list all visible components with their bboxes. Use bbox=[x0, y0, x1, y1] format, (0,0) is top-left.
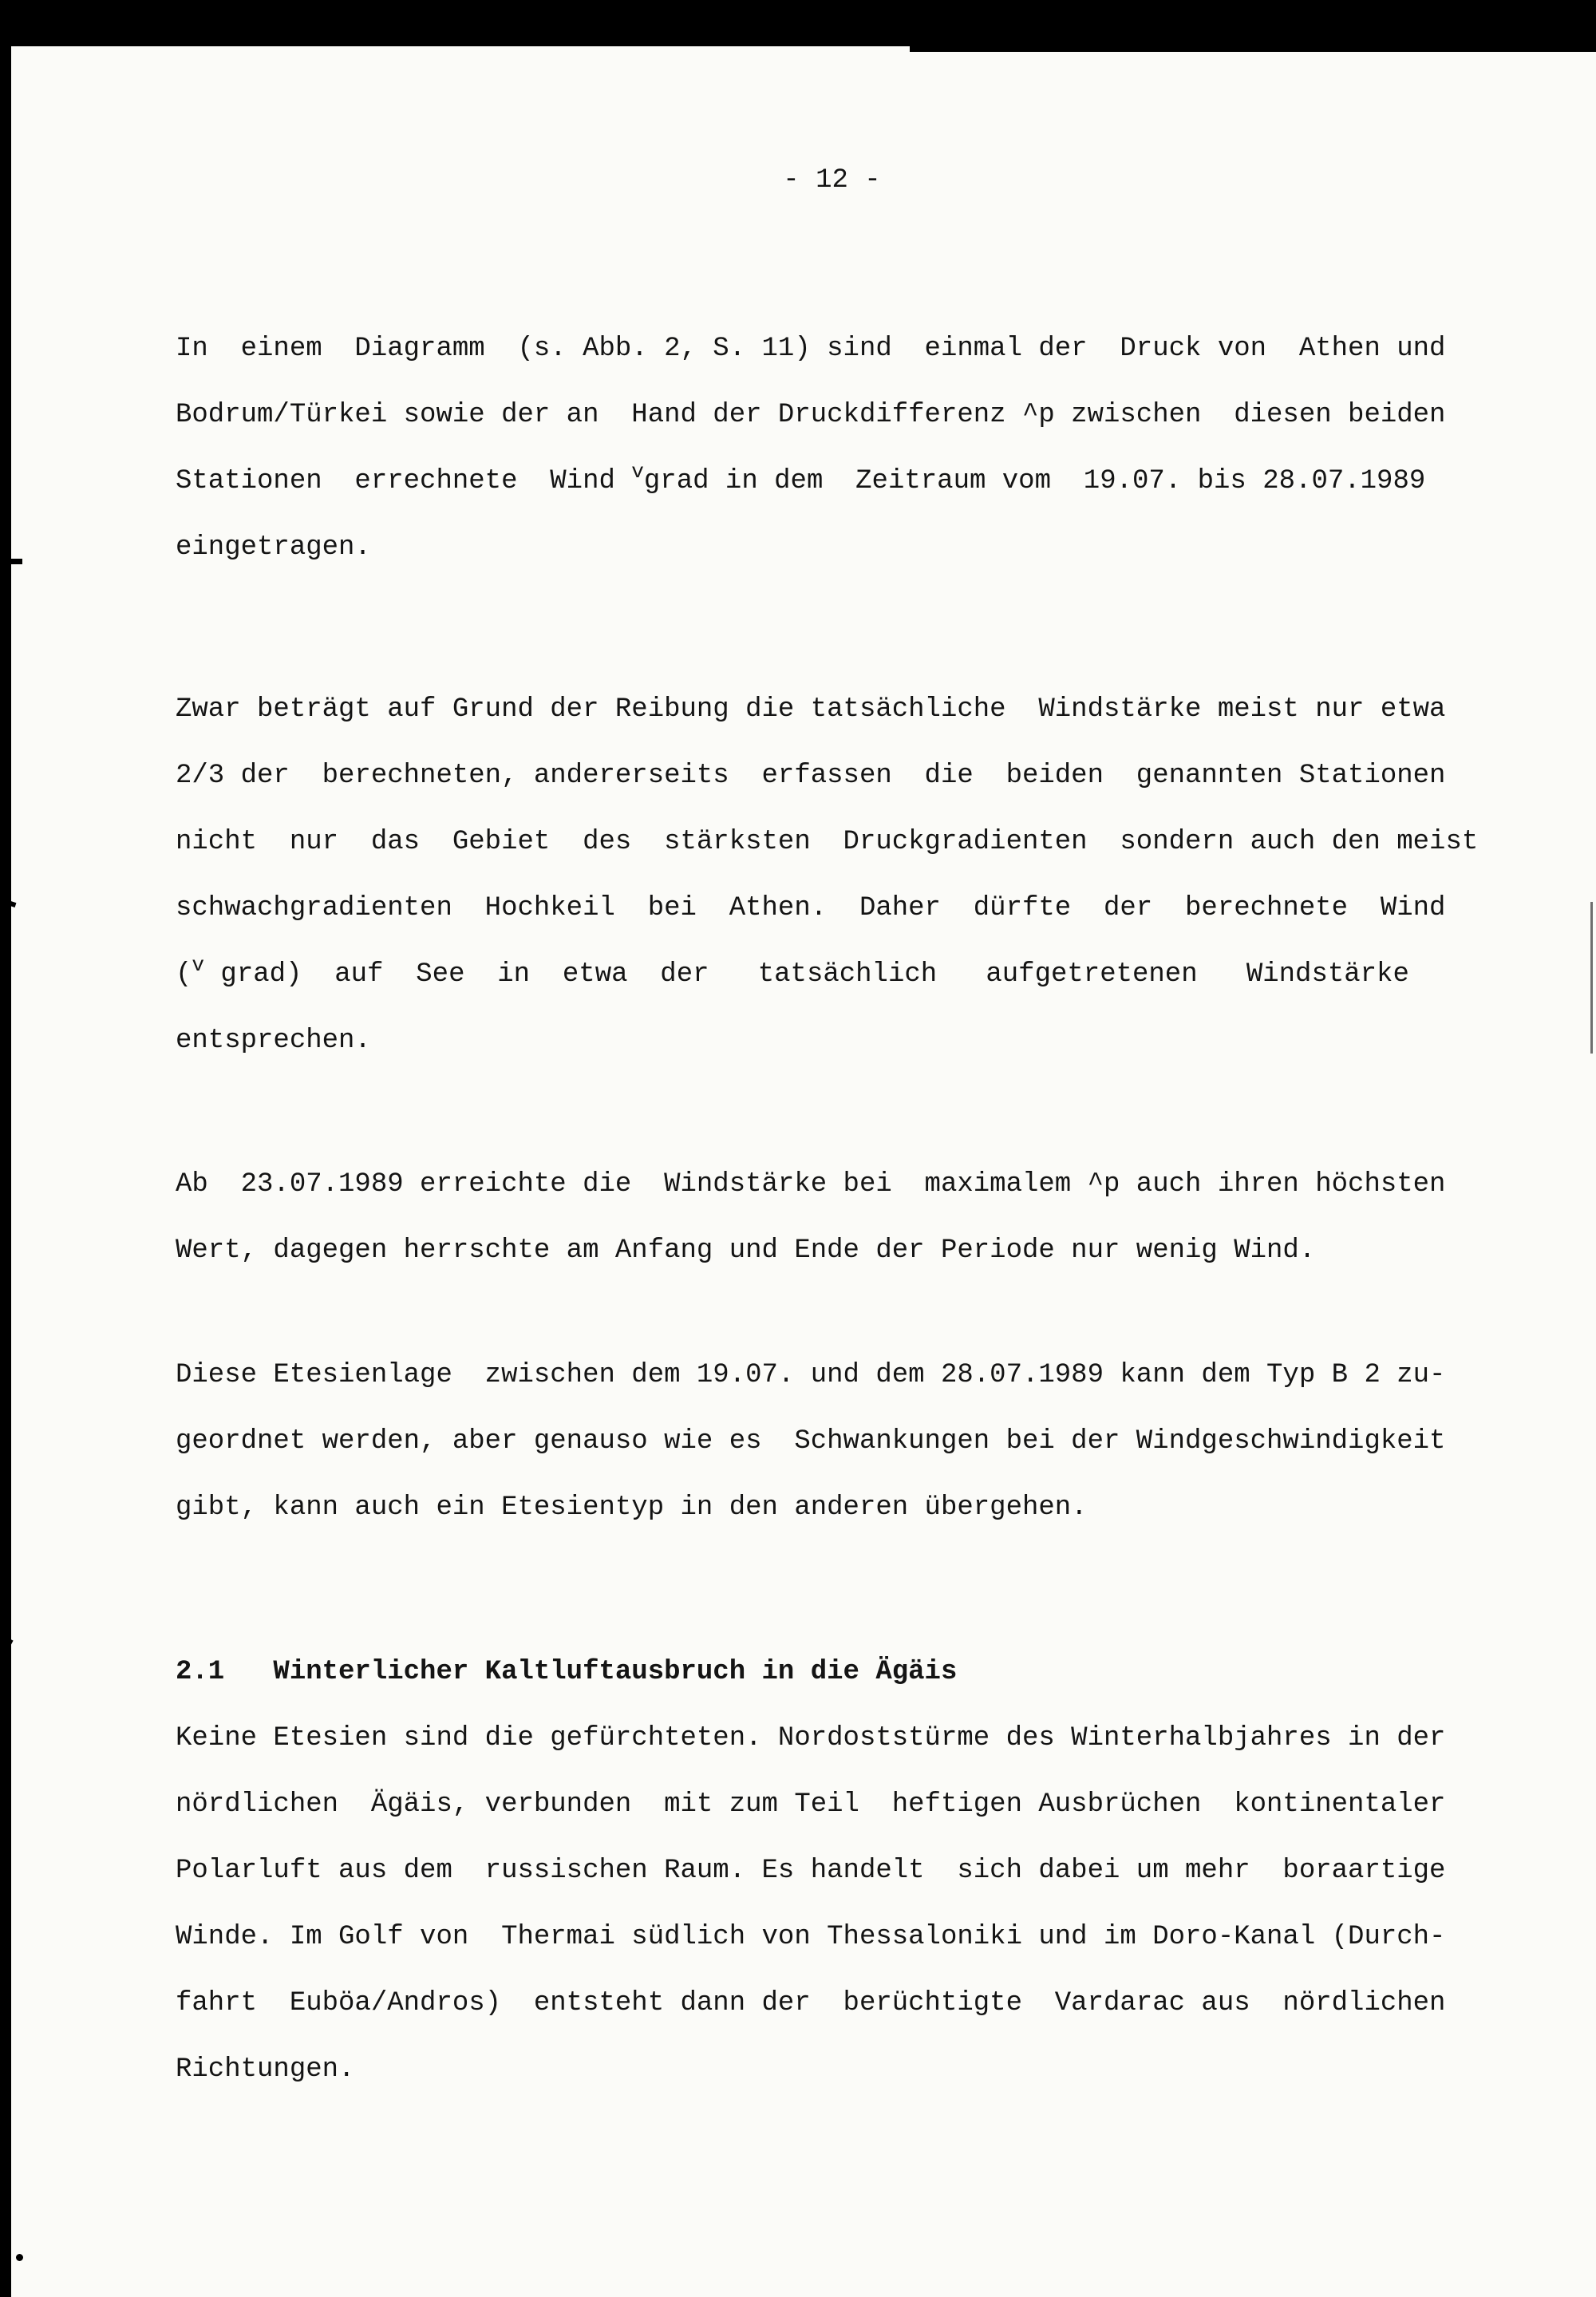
scan-artifact-right-line bbox=[1590, 902, 1593, 1054]
text-line: schwachgradienten Hochkeil bei Athen. Daher dürfte der berechnete Wind bbox=[176, 893, 1446, 923]
text-line: Wert, dagegen herrschte am Anfang und Ende der Periode nur wenig Wind. bbox=[176, 1235, 1316, 1266]
scan-edge-left bbox=[0, 0, 11, 2297]
text-line: nicht nur das Gebiet des stärksten Druckgradienten sondern auch den meist bbox=[176, 827, 1479, 857]
text-segment: ( bbox=[176, 959, 192, 990]
page-number: - 12 - bbox=[783, 165, 881, 196]
paragraph bbox=[176, 1342, 1488, 1541]
scan-edge-top bbox=[0, 0, 1596, 46]
scan-artifact-dash bbox=[0, 559, 22, 564]
text-line: nördlichen Ägäis, verbunden mit zum Teil heftigen Ausbrüchen kontinentaler bbox=[176, 1789, 1446, 1820]
text-line: 2/3 der berechneten, andererseits erfassen die beiden genannten Stationen bbox=[176, 761, 1446, 791]
paragraph bbox=[176, 1706, 1488, 2103]
text-line bbox=[176, 449, 1488, 515]
text-blocks bbox=[176, 316, 1488, 2103]
text-segment: grad in dem Zeitraum vom 19.07. bis 28.07.1989 bbox=[643, 466, 1426, 496]
text-line: fahrt Euböa/Andros) entsteht dann der berüchtigte Vardarac aus nördlichen bbox=[176, 1988, 1446, 2018]
text-line: Zwar beträgt auf Grund der Reibung die tatsächliche Windstärke meist nur etwa bbox=[176, 694, 1446, 725]
text-segment: grad) auf See in etwa der tatsächlich aufgetretenen Windstärke bbox=[204, 959, 1409, 990]
paragraph bbox=[176, 677, 1488, 1074]
text-line: In einem Diagramm (s. Abb. 2, S. 11) sind einmal der Druck von Athen und bbox=[176, 334, 1446, 364]
text-line: Richtungen. bbox=[176, 2054, 355, 2085]
text-line: Diese Etesienlage zwischen dem 19.07. und dem 28.07.1989 kann dem Typ B 2 zu- bbox=[176, 1360, 1446, 1390]
text-line: Ab 23.07.1989 erreichte die Windstärke bei maximalem ^p auch ihren höchsten bbox=[176, 1169, 1446, 1200]
text-line: entsprechen. bbox=[176, 1026, 371, 1056]
text-line bbox=[176, 942, 1488, 1008]
text-line: Winde. Im Golf von Thermai südlich von Thessaloniki und im Doro-Kanal (Durch- bbox=[176, 1922, 1446, 1952]
superscript-v: v bbox=[631, 460, 644, 484]
section-heading bbox=[176, 1639, 1488, 1706]
paragraph bbox=[176, 316, 1488, 581]
superscript-v: v bbox=[192, 953, 205, 977]
text-line: geordnet werden, aber genauso wie es Schwankungen bei der Windgeschwindigkeit bbox=[176, 1426, 1446, 1457]
text-line: 2.1 Winterlicher Kaltluftausbruch in die Ägäis bbox=[176, 1657, 958, 1687]
text-line: Bodrum/Türkei sowie der an Hand der Druckdifferenz ^p zwischen diesen beiden bbox=[176, 400, 1446, 430]
scan-artifact-dot bbox=[16, 2254, 23, 2261]
paragraph bbox=[176, 1152, 1488, 1284]
text-segment: Stationen errechnete Wind bbox=[176, 466, 632, 496]
text-line: eingetragen. bbox=[176, 532, 371, 563]
text-line: Polarluft aus dem russischen Raum. Es handelt sich dabei um mehr boraartige bbox=[176, 1856, 1446, 1886]
text-line: Keine Etesien sind die gefürchteten. Nordoststürme des Winterhalbjahres in der bbox=[176, 1723, 1446, 1753]
text-line: gibt, kann auch ein Etesientyp in den anderen übergehen. bbox=[176, 1492, 1088, 1523]
page-content bbox=[176, 148, 1488, 2103]
